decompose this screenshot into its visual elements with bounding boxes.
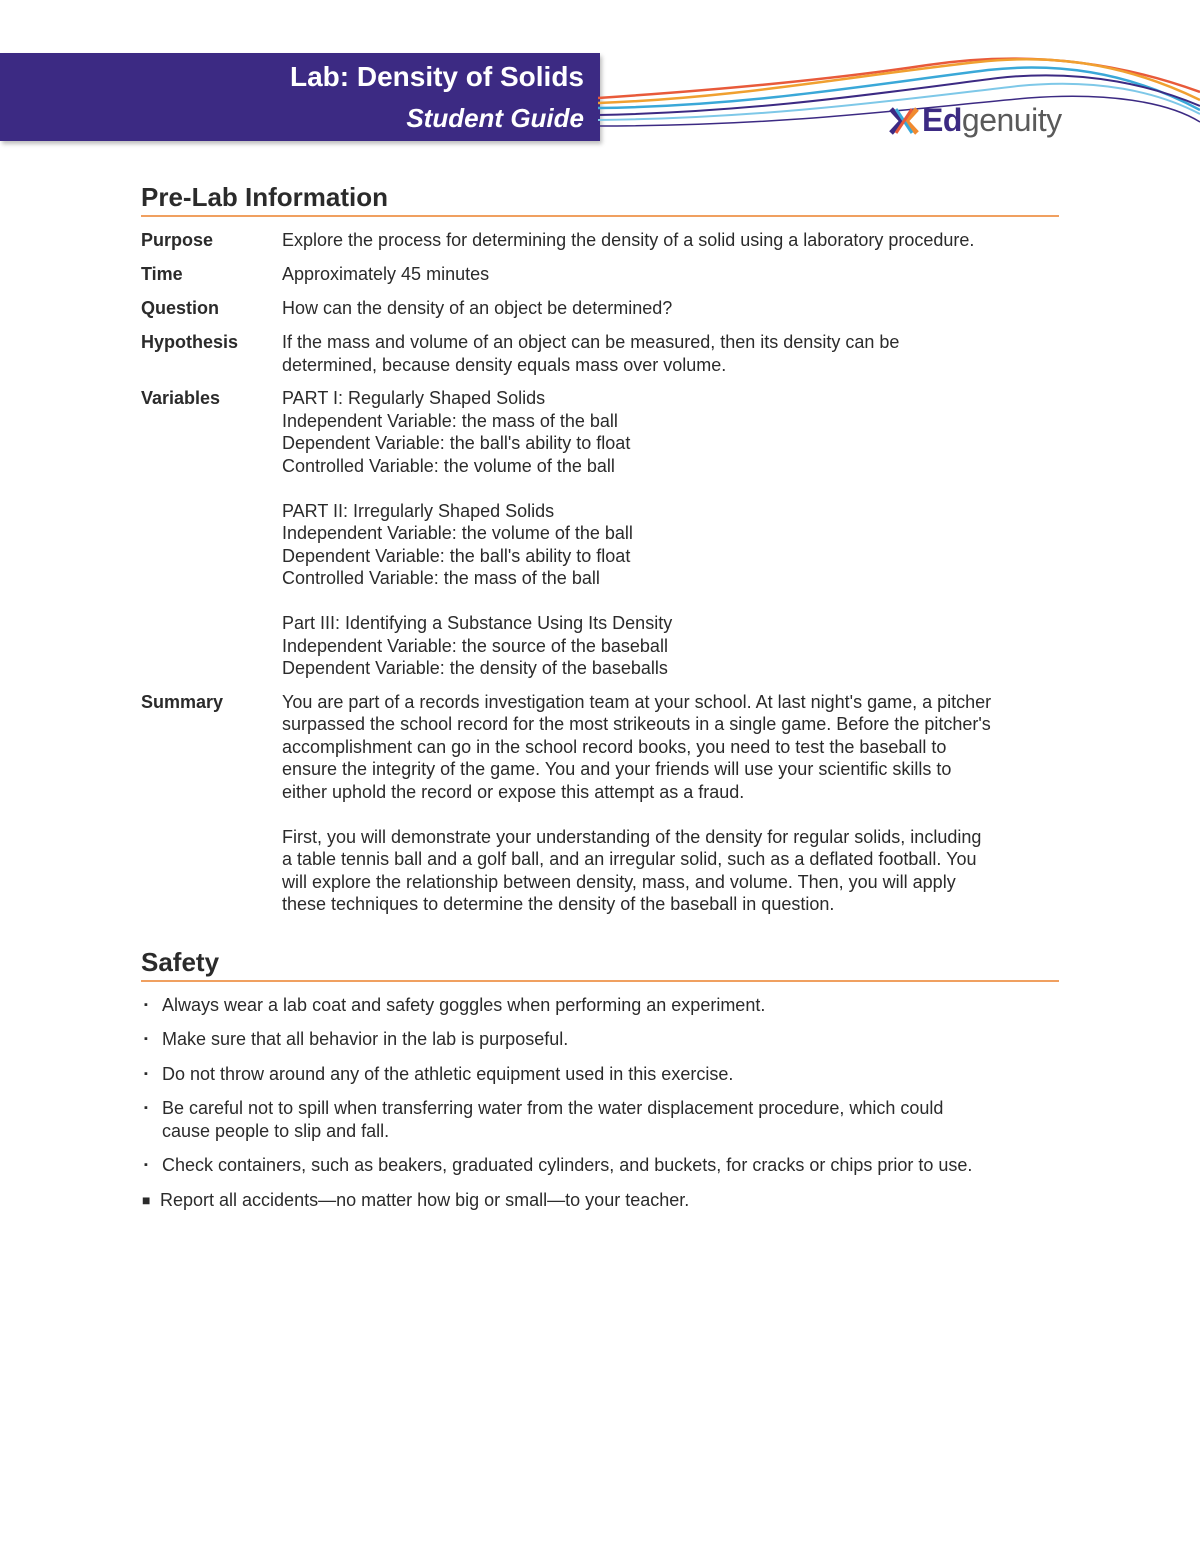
prelab-paragraph (282, 387, 1059, 477)
prelab-table (141, 229, 1059, 916)
text-line: PART I: Regularly Shaped Solids (282, 388, 546, 408)
prelab-paragraph (282, 691, 1059, 804)
text-line: Make sure that all behavior in the lab is purposeful. (162, 1029, 569, 1049)
prelab-value (282, 331, 1059, 376)
text-line: Approximately 45 minutes (282, 264, 490, 284)
prelab-row-summary (141, 691, 1059, 916)
prelab-heading: Pre-Lab Information (141, 182, 1059, 217)
prelab-paragraph (282, 331, 1059, 376)
text-line: surpassed the school record for the most strikeouts in a single game. Before the pitcher's (282, 714, 991, 734)
bullet-icon: ▪ (144, 1033, 148, 1045)
safety-item (141, 994, 1059, 1017)
text-line: Part III: Identifying a Substance Using Its Density (282, 613, 673, 633)
text-line: these techniques to determine the density of the baseball in question. (282, 894, 835, 914)
title-banner (0, 53, 600, 141)
safety-section (141, 947, 1059, 1212)
safety-item (141, 1028, 1059, 1051)
text-line: Explore the process for determining the density of a solid using a laboratory procedure. (282, 230, 975, 250)
bullet-icon: ▪ (144, 998, 148, 1011)
text-line: Report all accidents—no matter how big or small—to your teacher. (160, 1189, 690, 1210)
prelab-paragraph (282, 500, 1059, 590)
prelab-paragraph (282, 297, 1059, 320)
prelab-label: Variables (141, 388, 221, 408)
prelab-label: Question (141, 298, 220, 318)
prelab-row-purpose (141, 229, 1059, 252)
document-body (141, 182, 1059, 1223)
text-line: Do not throw around any of the athletic equipment used in this exercise. (162, 1063, 734, 1084)
prelab-label: Time (141, 264, 183, 284)
prelab-value (282, 297, 1059, 320)
prelab-row-time (141, 263, 1059, 286)
text-line: PART II: Irregularly Shaped Solids (282, 500, 555, 521)
edgenuity-wordmark: Edgenuity (922, 102, 1062, 138)
text-line: How can the density of an object be determined? (282, 298, 673, 318)
bullet-icon: ■ (142, 1191, 151, 1208)
prelab-row-hypothesis (141, 331, 1059, 376)
safety-item (141, 1063, 1059, 1086)
prelab-row-variables (141, 387, 1059, 680)
safety-item (141, 1154, 1059, 1177)
safety-list (141, 994, 1059, 1212)
text-line: Independent Variable: the mass of the ball (282, 410, 618, 431)
safety-item (141, 1189, 1059, 1212)
prelab-value (282, 387, 1059, 680)
text-line: Always wear a lab coat and safety goggles when performing an experiment. (162, 994, 766, 1015)
text-line: Independent Variable: the volume of the ball (282, 523, 633, 543)
text-line: If the mass and volume of an object can be measured, then its density can be (282, 332, 900, 352)
prelab-label: Purpose (141, 230, 214, 250)
text-line: accomplishment can go in the school record books, you need to test the baseball to (282, 736, 947, 757)
prelab-paragraph (282, 612, 1059, 680)
safety-item-text (162, 1063, 733, 1086)
bullet-icon: ▪ (144, 1159, 148, 1171)
prelab-row-question (141, 297, 1059, 320)
bullet-icon: ▪ (144, 1067, 148, 1080)
safety-item-text (162, 994, 765, 1017)
safety-item (141, 1097, 1059, 1142)
prelab-value (282, 691, 1059, 916)
prelab-paragraph (282, 229, 1059, 252)
document-subtitle: Student Guide (406, 103, 584, 133)
text-line: determined, because density equals mass over volume. (282, 354, 727, 375)
prelab-label: Hypothesis (141, 332, 239, 352)
prelab-paragraph (282, 826, 1059, 916)
text-line: First, you will demonstrate your understanding of the density for regular solids, including (282, 826, 982, 847)
safety-item-text (162, 1097, 943, 1142)
safety-item-text (162, 1154, 972, 1177)
text-line: Controlled Variable: the volume of the ball (282, 455, 615, 476)
document-title: Lab: Density of Solids (289, 61, 584, 92)
prelab-label: Summary (141, 691, 224, 712)
text-line: a table tennis ball and a golf ball, and an irregular solid, such as a deflated football. You (282, 849, 977, 869)
text-line: Independent Variable: the source of the baseball (282, 635, 668, 656)
safety-item-text (160, 1189, 689, 1212)
text-line: Be careful not to spill when transferring water from the water displacement procedure, which could (162, 1098, 944, 1118)
prelab-value (282, 263, 1059, 286)
safety-heading: Safety (141, 947, 1059, 982)
prelab-paragraph (282, 263, 1059, 286)
text-line: Dependent Variable: the ball's ability to float (282, 433, 631, 453)
text-line: Dependent Variable: the density of the baseballs (282, 658, 668, 678)
safety-item-text (162, 1028, 568, 1051)
text-line: cause people to slip and fall. (162, 1120, 390, 1141)
edgenuity-x-icon (888, 105, 920, 137)
text-line: Controlled Variable: the mass of the ball (282, 568, 600, 588)
text-line: either uphold the record or expose this attempt as a fraud. (282, 781, 745, 802)
text-line: Dependent Variable: the ball's ability to float (282, 545, 631, 566)
edgenuity-logo (888, 102, 1062, 139)
text-line: You are part of a records investigation team at your school. At last night's game, a pitcher (282, 691, 992, 712)
text-line: ensure the integrity of the game. You and your friends will use your scientific skills to (282, 759, 952, 779)
text-line: Check containers, such as beakers, graduated cylinders, and buckets, for cracks or chips prior to use. (162, 1155, 973, 1175)
prelab-value (282, 229, 1059, 252)
text-line: will explore the relationship between density, mass, and volume. Then, you will apply (282, 871, 956, 892)
bullet-icon: ▪ (144, 1102, 148, 1114)
